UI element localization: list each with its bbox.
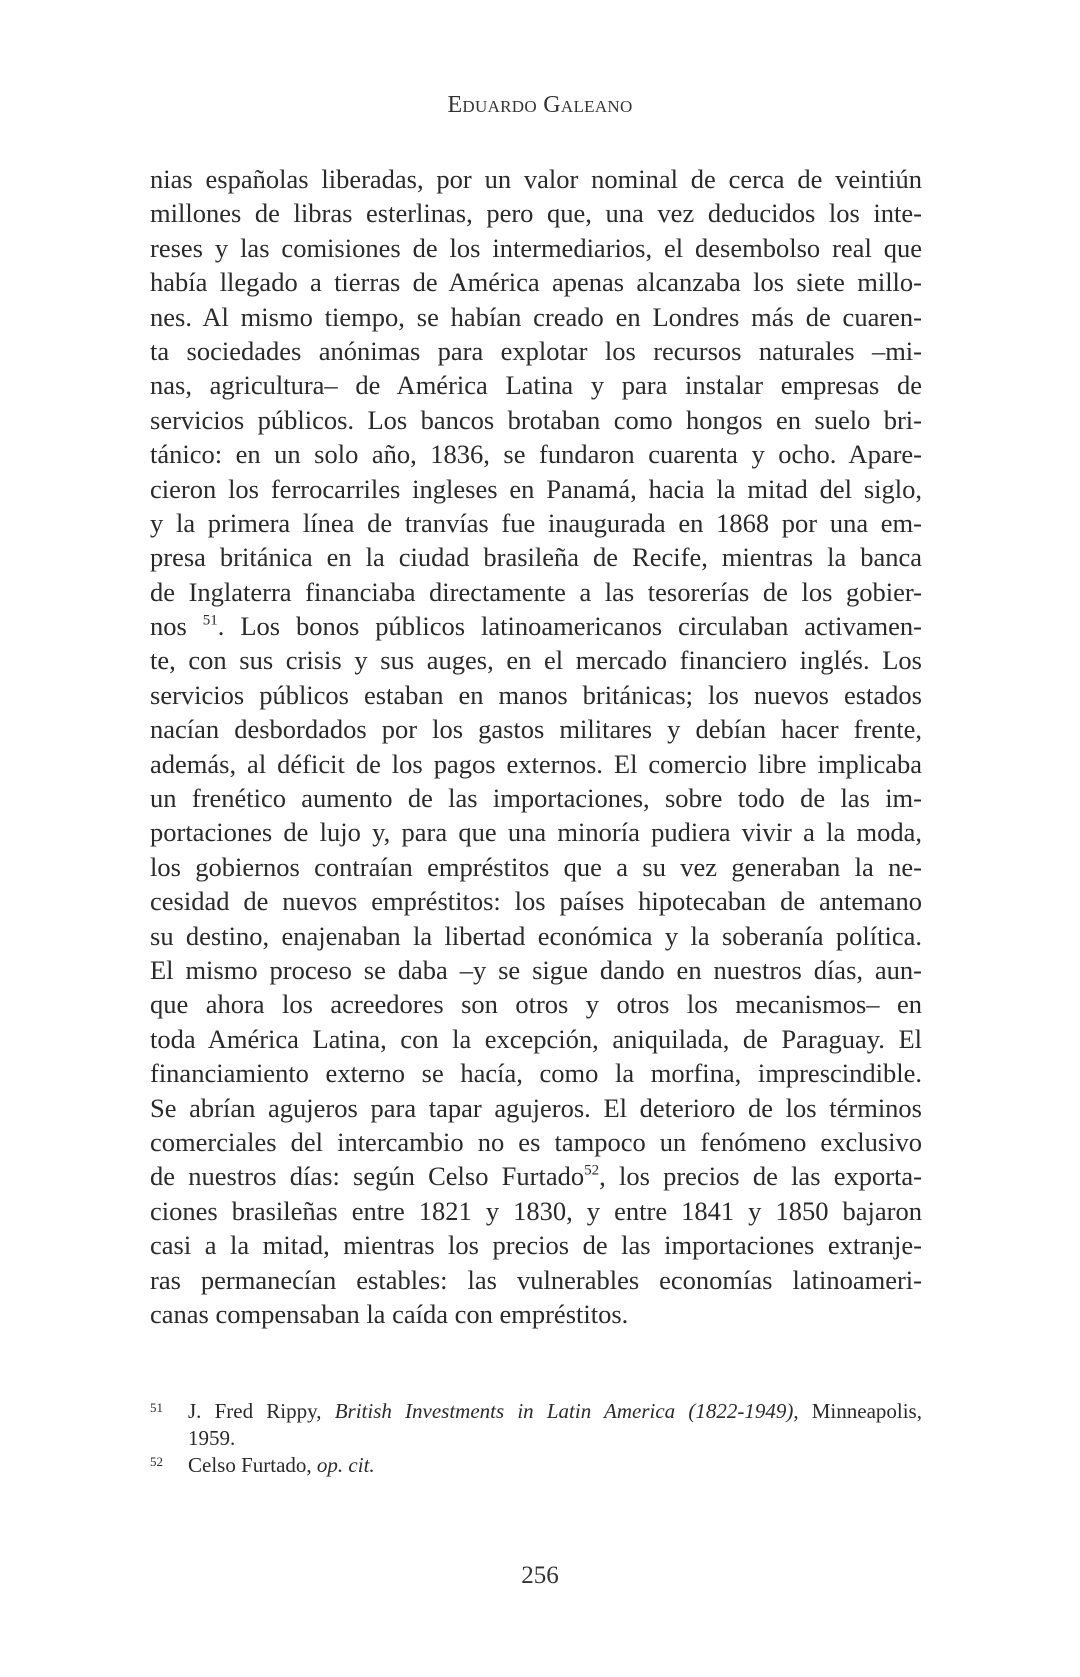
text-line: ciones brasileñas entre 1821 y 1830, y entre 1841 y 1850 bajaron	[150, 1195, 922, 1226]
text-line: cesidad de nuevos empréstitos: los países hipotecaban de antemano	[150, 886, 922, 917]
text-line: portaciones de lujo y, para que una minoría pudiera vivir a la moda,	[150, 817, 922, 848]
footnote-52	[150, 1452, 922, 1479]
text-line: los gobiernos contraían empréstitos que a su vez generaban la ne-	[150, 851, 922, 882]
text-line: tánico: en un solo año, 1836, se fundaron cuarenta y ocho. Apare-	[150, 439, 922, 470]
text-line: cieron los ferrocarriles ingleses en Panamá, hacia la mitad del siglo,	[150, 473, 922, 504]
footnote-author: Celso Furtado,	[188, 1453, 317, 1477]
text-line: financiamiento externo se hacía, como la morfina, imprescindible.	[150, 1058, 922, 1089]
text-line: su destino, enajenaban la libertad económica y la soberanía política.	[150, 920, 922, 951]
text-line: presa británica en la ciudad brasileña de Recife, mientras la banca	[150, 542, 922, 573]
text-line: nias españolas liberadas, por un valor nominal de cerca de veintiún	[150, 164, 922, 194]
text-line: te, con sus crisis y sus auges, en el mercado financiero inglés. Los	[150, 645, 922, 676]
text-line: Se abrían agujeros para tapar agujeros. El deterioro de los términos	[150, 1092, 922, 1123]
text-line: nes. Al mismo tiempo, se habían creado en Londres más de cuaren-	[150, 301, 922, 332]
text-line: había llegado a tierras de América apenas alcanzaba los siete millo-	[150, 267, 922, 298]
footnote-ref-51[interactable]: 51	[202, 612, 218, 629]
text-line: ta sociedades anónimas para explotar los recursos naturales –mi-	[150, 335, 922, 366]
text-line: ras permanecían estables: las vulnerables economías latinoameri-	[150, 1264, 922, 1295]
footnote-51: 51 J. Fred Rippy, British Investments in Latin America (1822-1949), Minneapolis, 1959.	[150, 1399, 922, 1450]
text-line: El mismo proceso se daba –y se sigue dando en nuestros días, aun-	[150, 954, 922, 985]
text-line: servicios públicos. Los bancos brotaban como hongos en suelo bri-	[150, 404, 922, 435]
running-head: Eduardo Galeano	[447, 92, 633, 118]
text-line: de nuestros días: según Celso Furtado$^{52}$, los precios de las exporta-	[150, 1161, 923, 1192]
text-line: nacían desbordados por los gastos militares y debían hacer frente,	[150, 714, 922, 745]
footnote-ref-52[interactable]: 52	[584, 1162, 600, 1179]
page-number: 256	[521, 1562, 559, 1589]
footnote-number: 51	[150, 1400, 163, 1415]
footnote-title: op. cit.	[316, 1453, 375, 1477]
text-line: que ahora los acreedores son otros y otros los mecanismos– en	[150, 989, 922, 1020]
text-line: nos $^{51}$. Los bonos públicos latinoamericanos circulaban activamen-	[150, 611, 922, 642]
text-line: reses y las comisiones de los intermediarios, el desembolso real que	[150, 232, 922, 263]
text-line: servicios públicos estaban en manos británicas; los nuevos estados	[150, 679, 922, 710]
text-line: y la primera línea de tranvías fue inaugurada en 1868 por una em-	[150, 507, 922, 538]
text-line: un frenético aumento de las importaciones, sobre todo de las im-	[150, 783, 922, 814]
footnote-number: 52	[150, 1454, 163, 1469]
footnotes	[150, 1398, 922, 1479]
text-line: toda América Latina, con la excepción, aniquilada, de Paraguay. El	[150, 1023, 922, 1054]
text-line: comerciales del intercambio no es tampoco un fenómeno exclusivo	[150, 1126, 922, 1157]
footnote-author: J. Fred Rippy,	[188, 1399, 335, 1423]
text-line: nas, agricultura– de América Latina y para instalar empresas de	[150, 370, 922, 401]
text-line: canas compensaban la caída con empréstitos.	[150, 1298, 629, 1329]
text-line: casi a la mitad, mientras los precios de las importaciones extranje-	[150, 1230, 922, 1261]
body-paragraph	[150, 162, 922, 1331]
text-line: de Inglaterra financiaba directamente a las tesorerías de los gobier-	[150, 576, 922, 607]
footnote-title: British Investments in Latin America (1822-1949)	[334, 1399, 794, 1423]
text-line: además, al déficit de los pagos externos. El comercio libre implicaba	[150, 748, 922, 779]
text-line: millones de libras esterlinas, pero que, una vez deducidos los inte-	[150, 198, 922, 229]
